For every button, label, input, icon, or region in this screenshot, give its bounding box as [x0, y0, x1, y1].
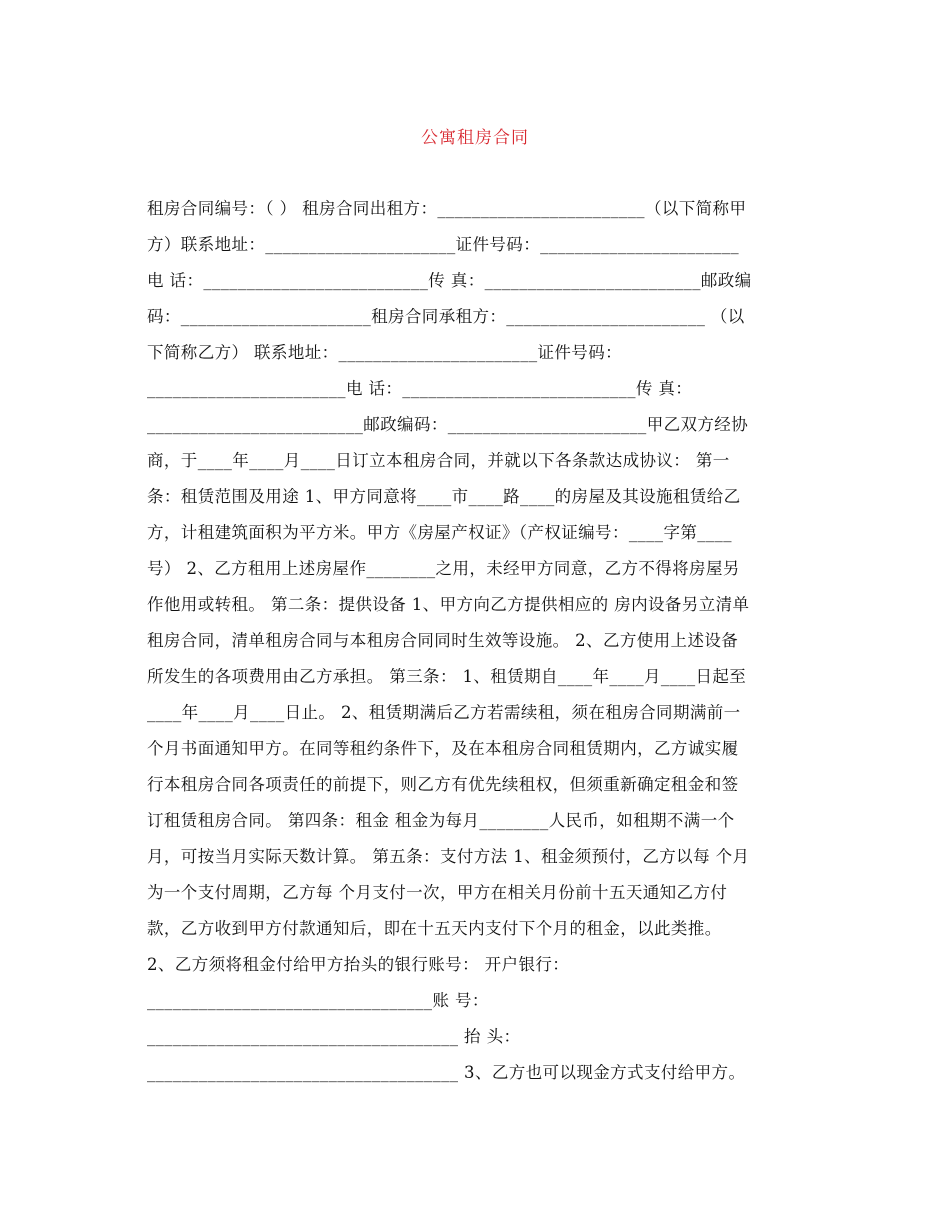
contract-line-13: 租房合同，清单租房合同与本租房合同同时生效等设施。 2、乙方使用上述设备: [147, 631, 739, 650]
contract-line-21: 款，乙方收到甲方付款通知后，即在十五天内支付下个月的租金，以此类推。: [147, 919, 722, 938]
contract-line-1: 租房合同编号：（ ） 租房合同出租方：________________________（以下简称甲: [147, 199, 747, 218]
contract-line-19: 月，可按当月实际天数计算。 第五条：支付方法 1、租金须预付，乙方以每 个月: [147, 847, 750, 866]
contract-line-24: ____________________________________ 抬 头：: [147, 1027, 521, 1046]
contract-line-5: 下简称乙方） 联系地址：_______________________证件号码：: [147, 343, 622, 362]
document-title: 公寓租房合同: [421, 128, 529, 148]
contract-line-15: ____年____月____日止。 2、租赁期满后乙方若需续租，须在租房合同期满前一: [147, 703, 741, 722]
contract-line-22: 2、乙方须将租金付给甲方抬头的银行账号： 开户银行：: [147, 955, 570, 974]
contract-line-10: 方，计租建筑面积为平方米。甲方《房屋产权证》（产权证编号：____字第____: [147, 523, 732, 542]
contract-line-18: 订租赁租房合同。 第四条：租金 租金为每月________人民币，如租期不满一个: [147, 811, 735, 830]
contract-line-7: _________________________邮政编码：_______________________甲乙双方经协: [147, 415, 749, 434]
contract-line-8: 商，于____年____月____日订立本租房合同，并就以下各条款达成协议： 第一: [147, 451, 730, 470]
contract-line-3: 电 话：__________________________传 真：_________________________邮政编: [147, 271, 752, 290]
contract-line-25: ____________________________________ 3、乙方也可以现金方式支付给甲方。: [147, 1063, 746, 1082]
contract-line-11: 号） 2、乙方租用上述房屋作________之用，未经甲方同意，乙方不得将房屋另: [147, 559, 740, 578]
contract-line-12: 作他用或转租。 第二条：提供设备 1、甲方向乙方提供相应的 房内设备另立清单: [147, 595, 750, 614]
contract-line-14: 所发生的各项费用由乙方承担。 第三条： 1、租赁期自____年____月____日起至: [147, 667, 747, 686]
contract-line-23: _________________________________账 号：: [147, 991, 489, 1010]
contract-line-16: 个月书面通知甲方。在同等租约条件下，及在本租房合同租赁期内，乙方诚实履: [147, 739, 739, 758]
contract-line-17: 行本租房合同各项责任的前提下，则乙方有优先续租权，但须重新确定租金和签: [147, 775, 739, 794]
contract-line-9: 条：租赁范围及用途 1、甲方同意将____市____路____的房屋及其设施租赁给乙: [147, 487, 741, 506]
contract-line-4: 码：______________________租房合同承租方：_______________________ （以: [147, 307, 745, 326]
contract-line-6: _______________________电 话：___________________________传 真：: [147, 379, 693, 398]
contract-line-20: 为一个支付周期，乙方每 个月支付一次，甲方在相关月份前十五天通知乙方付: [147, 883, 728, 902]
contract-line-2: 方）联系地址：______________________证件号码：_______________________: [147, 235, 740, 254]
